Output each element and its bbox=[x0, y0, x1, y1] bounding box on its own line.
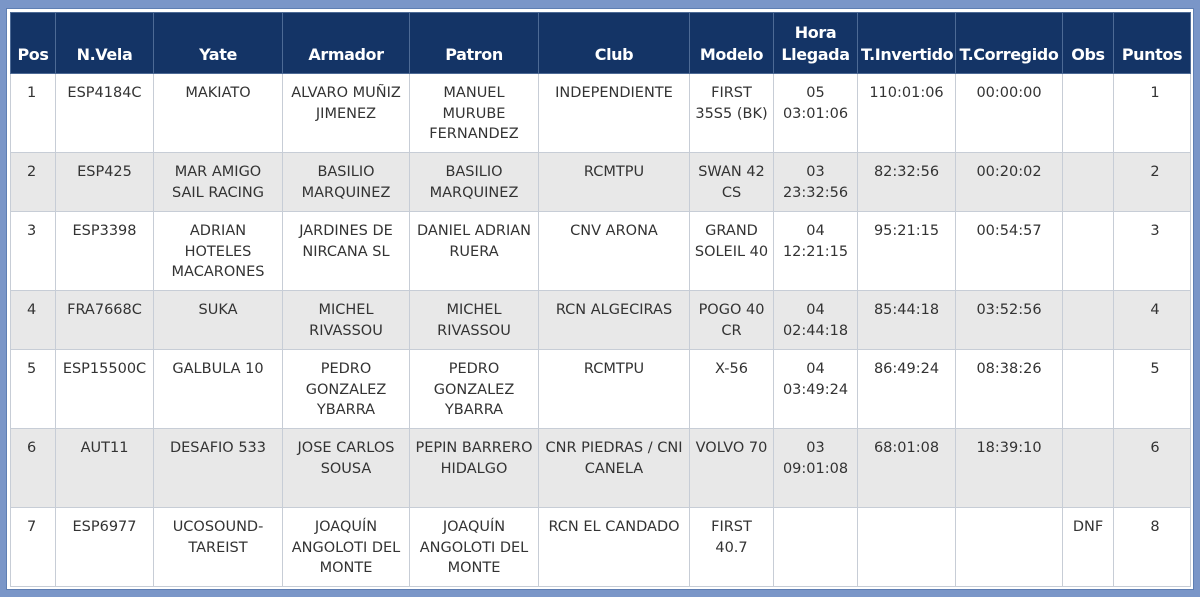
header-club[interactable]: Club bbox=[539, 13, 690, 74]
cell-t-corregido: 03:52:56 bbox=[956, 291, 1063, 350]
cell-obs bbox=[1063, 74, 1114, 153]
cell-hora-llegada: 04 12:21:15 bbox=[774, 212, 858, 291]
cell-yate: DESAFIO 533 bbox=[154, 429, 283, 508]
cell-obs bbox=[1063, 291, 1114, 350]
cell-pos: 2 bbox=[11, 153, 56, 212]
cell-club: CNR PIEDRAS / CNI CANELA bbox=[539, 429, 690, 508]
cell-t-invertido bbox=[858, 508, 956, 587]
cell-t-corregido bbox=[956, 508, 1063, 587]
cell-pos: 5 bbox=[11, 350, 56, 429]
cell-armador: JARDINES DE NIRCANA SL bbox=[283, 212, 410, 291]
header-nvela[interactable]: N.Vela bbox=[56, 13, 154, 74]
results-table bbox=[10, 12, 1191, 587]
cell-armador: JOAQUÍN ANGOLOTI DEL MONTE bbox=[283, 508, 410, 587]
cell-armador: JOSE CARLOS SOUSA bbox=[283, 429, 410, 508]
cell-nvela: ESP15500C bbox=[56, 350, 154, 429]
header-obs[interactable]: Obs bbox=[1063, 13, 1114, 74]
table-row bbox=[11, 212, 1191, 291]
cell-armador: ALVARO MUÑIZ JIMENEZ bbox=[283, 74, 410, 153]
cell-patron: JOAQUÍN ANGOLOTI DEL MONTE bbox=[410, 508, 539, 587]
cell-patron: PEDRO GONZALEZ YBARRA bbox=[410, 350, 539, 429]
cell-puntos: 5 bbox=[1114, 350, 1191, 429]
cell-patron: MICHEL RIVASSOU bbox=[410, 291, 539, 350]
cell-t-invertido: 68:01:08 bbox=[858, 429, 956, 508]
cell-hora-llegada: 04 02:44:18 bbox=[774, 291, 858, 350]
table-row bbox=[11, 153, 1191, 212]
cell-t-corregido: 00:00:00 bbox=[956, 74, 1063, 153]
cell-modelo: GRAND SOLEIL 40 bbox=[690, 212, 774, 291]
cell-yate: UCOSOUND-TAREIST bbox=[154, 508, 283, 587]
cell-hora-llegada: 03 09:01:08 bbox=[774, 429, 858, 508]
cell-modelo: FIRST 40.7 bbox=[690, 508, 774, 587]
cell-t-invertido: 86:49:24 bbox=[858, 350, 956, 429]
cell-obs bbox=[1063, 153, 1114, 212]
cell-hora-llegada bbox=[774, 508, 858, 587]
cell-club: RCN ALGECIRAS bbox=[539, 291, 690, 350]
cell-club: RCN EL CANDADO bbox=[539, 508, 690, 587]
cell-pos: 6 bbox=[11, 429, 56, 508]
header-pos[interactable]: Pos bbox=[11, 13, 56, 74]
cell-t-invertido: 85:44:18 bbox=[858, 291, 956, 350]
cell-yate: SUKA bbox=[154, 291, 283, 350]
cell-t-invertido: 110:01:06 bbox=[858, 74, 956, 153]
cell-armador: PEDRO GONZALEZ YBARRA bbox=[283, 350, 410, 429]
header-yate[interactable]: Yate bbox=[154, 13, 283, 74]
cell-obs bbox=[1063, 429, 1114, 508]
cell-modelo: X-56 bbox=[690, 350, 774, 429]
cell-yate: GALBULA 10 bbox=[154, 350, 283, 429]
cell-nvela: FRA7668C bbox=[56, 291, 154, 350]
header-patron[interactable]: Patron bbox=[410, 13, 539, 74]
cell-club: CNV ARONA bbox=[539, 212, 690, 291]
cell-t-corregido: 08:38:26 bbox=[956, 350, 1063, 429]
cell-t-corregido: 00:54:57 bbox=[956, 212, 1063, 291]
cell-modelo: POGO 40 CR bbox=[690, 291, 774, 350]
cell-nvela: ESP6977 bbox=[56, 508, 154, 587]
header-armador[interactable]: Armador bbox=[283, 13, 410, 74]
cell-t-corregido: 00:20:02 bbox=[956, 153, 1063, 212]
cell-hora-llegada: 04 03:49:24 bbox=[774, 350, 858, 429]
header-t-invertido[interactable]: T.Invertido bbox=[858, 13, 956, 74]
cell-patron: DANIEL ADRIAN RUERA bbox=[410, 212, 539, 291]
cell-club: INDEPENDIENTE bbox=[539, 74, 690, 153]
cell-nvela: ESP4184C bbox=[56, 74, 154, 153]
cell-puntos: 3 bbox=[1114, 212, 1191, 291]
cell-patron: MANUEL MURUBE FERNANDEZ bbox=[410, 74, 539, 153]
cell-club: RCMTPU bbox=[539, 350, 690, 429]
cell-yate: ADRIAN HOTELES MACARONES bbox=[154, 212, 283, 291]
cell-obs bbox=[1063, 212, 1114, 291]
header-t-corregido[interactable]: T.Corregido bbox=[956, 13, 1063, 74]
cell-armador: MICHEL RIVASSOU bbox=[283, 291, 410, 350]
cell-puntos: 1 bbox=[1114, 74, 1191, 153]
cell-hora-llegada: 05 03:01:06 bbox=[774, 74, 858, 153]
cell-pos: 1 bbox=[11, 74, 56, 153]
table-header-row bbox=[11, 13, 1191, 74]
cell-modelo: SWAN 42 CS bbox=[690, 153, 774, 212]
cell-obs bbox=[1063, 350, 1114, 429]
table-row bbox=[11, 291, 1191, 350]
cell-pos: 4 bbox=[11, 291, 56, 350]
cell-obs: DNF bbox=[1063, 508, 1114, 587]
table-row bbox=[11, 350, 1191, 429]
cell-t-corregido: 18:39:10 bbox=[956, 429, 1063, 508]
cell-puntos: 2 bbox=[1114, 153, 1191, 212]
cell-modelo: FIRST 35S5 (BK) bbox=[690, 74, 774, 153]
cell-patron: PEPIN BARRERO HIDALGO bbox=[410, 429, 539, 508]
header-modelo[interactable]: Modelo bbox=[690, 13, 774, 74]
cell-t-invertido: 95:21:15 bbox=[858, 212, 956, 291]
cell-nvela: ESP425 bbox=[56, 153, 154, 212]
table-row bbox=[11, 429, 1191, 508]
cell-hora-llegada: 03 23:32:56 bbox=[774, 153, 858, 212]
cell-t-invertido: 82:32:56 bbox=[858, 153, 956, 212]
cell-modelo: VOLVO 70 bbox=[690, 429, 774, 508]
cell-puntos: 8 bbox=[1114, 508, 1191, 587]
cell-yate: MAR AMIGO SAIL RACING bbox=[154, 153, 283, 212]
header-puntos[interactable]: Puntos bbox=[1114, 13, 1191, 74]
cell-pos: 7 bbox=[11, 508, 56, 587]
table-row bbox=[11, 508, 1191, 587]
cell-club: RCMTPU bbox=[539, 153, 690, 212]
results-panel bbox=[6, 8, 1194, 590]
cell-nvela: ESP3398 bbox=[56, 212, 154, 291]
cell-pos: 3 bbox=[11, 212, 56, 291]
cell-nvela: AUT11 bbox=[56, 429, 154, 508]
table-row bbox=[11, 74, 1191, 153]
cell-armador: BASILIO MARQUINEZ bbox=[283, 153, 410, 212]
cell-yate: MAKIATO bbox=[154, 74, 283, 153]
cell-patron: BASILIO MARQUINEZ bbox=[410, 153, 539, 212]
header-hora-llegada[interactable]: Hora Llegada bbox=[774, 13, 858, 74]
cell-puntos: 6 bbox=[1114, 429, 1191, 508]
cell-puntos: 4 bbox=[1114, 291, 1191, 350]
